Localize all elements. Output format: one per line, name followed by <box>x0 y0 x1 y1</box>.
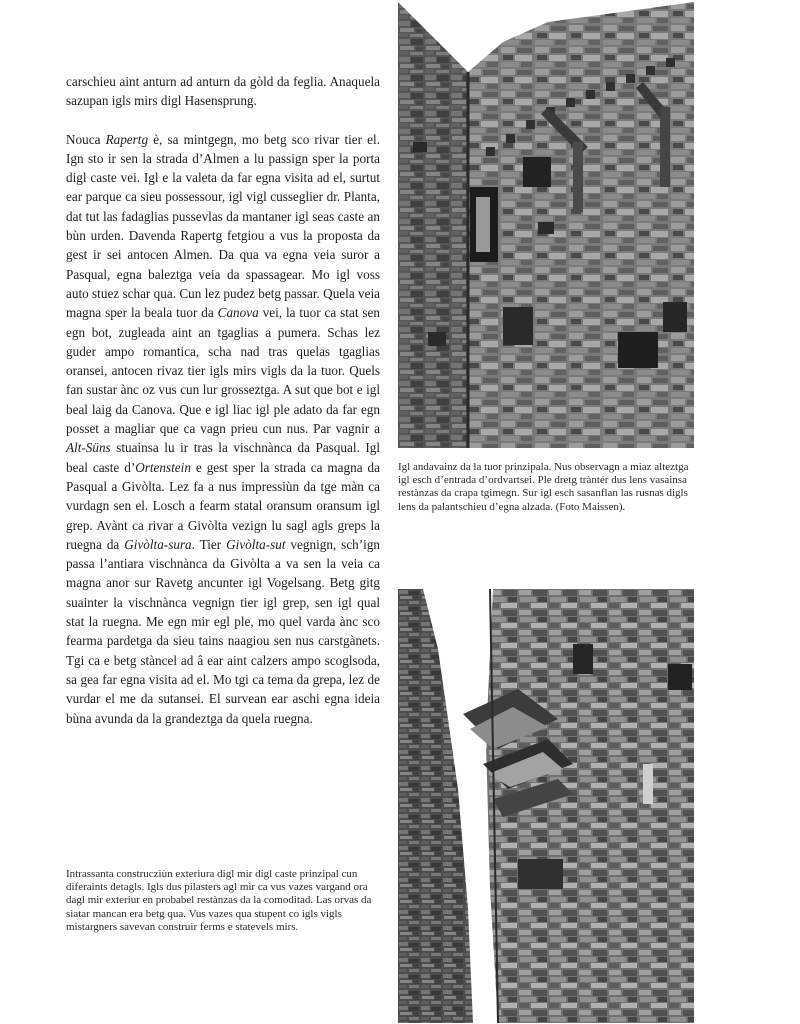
place-name-alt-suns: Alt-Süns <box>66 440 111 456</box>
text-run: . Tier <box>191 536 227 552</box>
castle-tower-interior-photo <box>398 2 694 448</box>
place-name-rapertg: Rapertg <box>105 131 149 147</box>
castle-wall-exterior-photo <box>398 589 694 1023</box>
place-name-canova: Canova <box>217 305 259 321</box>
text-run: vegnign, sch’ign passa l’antiara vischnànca da Givòlta a va sen la veia ca magna anor sur Ravetg ancunter igl Vogelsang. Betg gitg suainter la vischnànca vegnign tier igl grep, sen igl qual stat la ruegna. Me egn mir egl ple, mo quel varda ànc sco fearma pardetga da sieu tains naagiou sen nus carstgànets. Tgi ca e betg stàncel ad â ear aint calzers ampo scoglsoda, sa gea far egna visita ad el. Mo tgi ca tema da grepa, lez de vurdar el me da sutansei. El survean ear aschi egna ideia bùna avunda da la grandeztga da quela ruegna. <box>66 536 381 726</box>
text-run: stuainsa lu ir tras la vischnànca da Pasqual. Igl beal caste d’ <box>66 440 380 475</box>
place-name-givolta-sut: Givòlta-sut <box>226 536 286 552</box>
photo-caption-bottom: Intrassanta construcziùn exteriura digl mir digl caste prinzipal cun diferaints detagls. Igls dus pilasters agl mir ca vus vazes vargand ora dagl mir exteriur en probabel restànzas da la comoditad. Las orvas da siatar mancan era betg qua. Vus vazes qua stupent co igls vigls mistargners savevan construir ferms e statevels mirs. <box>66 868 372 933</box>
place-name-ortenstein: Ortenstein <box>135 459 191 475</box>
wall-photo-image <box>398 589 694 1023</box>
text-run: e gest sper la strada ca magna da Pasqual a Givòlta. Lez fa a nus impressiùn da tge màn ca vurdagn sen el. Losch a fearm statal oransum oransum igl grep. Avànt ca rivar a Givòlta vezign lu sagl agls greps la ruegna da <box>66 459 380 552</box>
article-paragraph-2 <box>66 130 380 728</box>
place-name-givolta-sura: Givòlta-sura <box>124 536 192 552</box>
text-run: vei, la tuor ca stat sen egn bot, zugleada aint an tgaglias a pumera. Schas lez guder ampo romantica, scha nad tras quelas tgaglias oransei, antocen rivaz tier igls mirs vigls da la tuor. Quels fan sustar ànc oz vus cun lur grosseztga. A sut que bot e igl beal laig da Canova. Que e igl liac igl ple adato da far egn posset a magliar que ca vagn prieu cun nus. Par vagnir a <box>66 305 380 437</box>
article-text-column <box>66 72 380 728</box>
photo-caption-top: Igl andavainz da la tuor prinzipala. Nus observagn a miaz alteztga igl esch d’entrada d’ordvartsei. Ple dretg tràntér dus lens vasainsa restànzas da crapa tgimegn. Sur igl esch sasanflan las rusnas digls lens da palantschieu d’egna alzada. (Foto Maissen). <box>398 461 689 513</box>
tower-photo-image <box>398 2 694 448</box>
text-run: è, sa mintgegn, mo betg sco rivar tier el. Ign sto ir sen la strada d’Almen a lu passign sper la porta digl caste vei. Igl e la valeta da far egna visita ad el, surtut ear parque ca sieu possessour, igl vigl cusseglier dr. Planta, dat tut las fadaglias pussevlas da mantaner igl seas caste an bùn urden. Davenda Rapertg fetgiou a vus la proposta da gest ir sei antocen Almen. Da qua va egna veia suror a Pasqual, egna baleztga veia da spassagear. Mo igl voss auto stuez schar qua. Cun lez pudez betg passar. Quela veia magna sper la beala tuor da <box>66 131 380 321</box>
text-run: Nouca <box>66 131 106 147</box>
article-paragraph-1: carschieu aint anturn ad anturn da gòld da feglia. Anaquela sazupan igls mirs digl Hasensprung. <box>66 74 380 109</box>
